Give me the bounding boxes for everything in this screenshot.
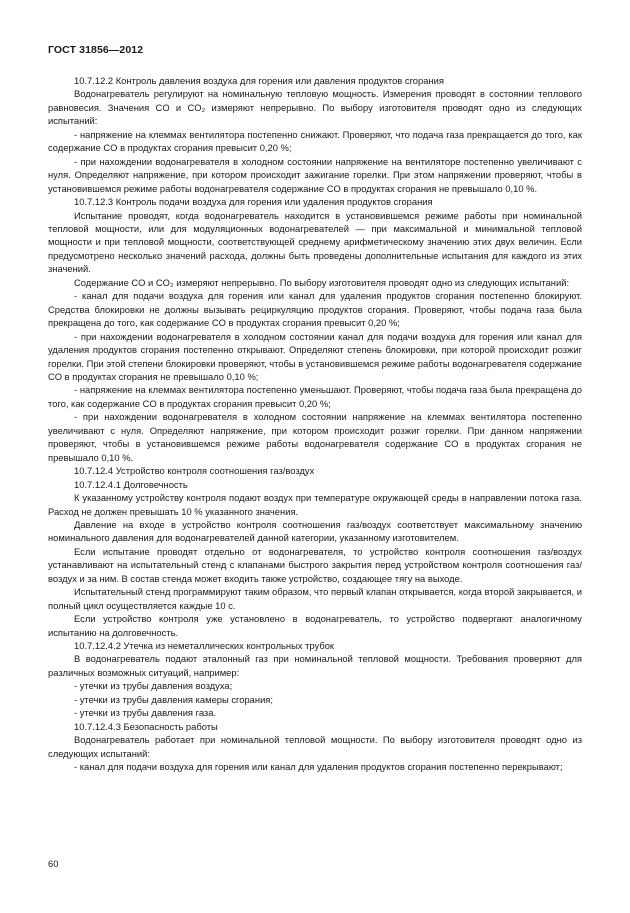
paragraph: В водонагреватель подают эталонный газ при номинальной тепловой мощности. Требования проверяют для различных возможных ситуаций, например: [48, 653, 582, 678]
list-item: - утечки из трубы давления газа. [74, 707, 217, 719]
section-heading: 10.7.12.4.2 Утечка из неметаллических контрольных трубок [74, 640, 335, 652]
section-heading: 10.7.12.2 Контроль давления воздуха для горения или давления продуктов сгорания [74, 75, 444, 86]
paragraph: Давление на входе в устройство контроля соотношения газ/воздух соответствует максимальному значению номинального давления для водонагревателей данной категории, указанному изготовителем. [48, 518, 582, 544]
paragraph: Водонагреватель регулируют на номинальную тепловую мощность. Измерения проводят в состоянии теплового равновесия. Значения CO и CO₂ измеряют непрерывно. По выбору изготовителя проводят одно из следующих испытаний: [48, 88, 582, 127]
section-heading: 10.7.12.3 Контроль подачи воздуха для горения или удаления продуктов сгорания [74, 196, 433, 208]
list-item: - напряжение на клеммах вентилятора постепенно уменьшают. Проверяют, чтобы подача газа была прекращена до того, как содержание CO в продуктах сгорания превысит 0,20 %; [48, 384, 582, 409]
list-item: - канал для подачи воздуха для горения или канал для удаления продуктов сгорания постепенно блокируют. Средства блокировки не должны вызывать рециркуляцию продуктов сгорания. Проверяют, чтобы подача газа была прекращена до того, как содержание CO в продуктах сгорания превысит 0,20 %; [48, 290, 582, 329]
list-item: - при нахождении водонагревателя в холодном состоянии канал для подачи воздуха для горения или канал для удаления продуктов сгорания постепенно открывают. Определяют степень блокировки, при которой происходит розжиг горелки. При этой степени блокировки проверяют, чтобы в установившемся режиме работы водонагревателя содержание CO в продуктах сгорания не превышало 0,10 %; [48, 330, 582, 382]
list-item: - при нахождении водонагревателя в холодном состоянии напряжение на вентиляторе постепенно увеличивают с нуля. Определяют напряжение, при котором происходит зажигание горелки. При этом напряжении проверяют, чтобы в установившемся режиме работы водонагревателя содержание CO в продуктах сгорания не превышало 0,10 %. [48, 155, 582, 194]
document-body [48, 74, 582, 774]
page-number: 60 [48, 858, 59, 869]
paragraph: Если устройство контроля уже установлено в водонагреватель, то устройство подвергают аналогичному испытанию на долговечность. [48, 613, 582, 638]
paragraph: Водонагреватель работает при номинальной тепловой мощности. По выбору изготовителя проводят одно из следующих испытаний: [48, 734, 582, 759]
list-item: - при нахождении водонагревателя в холодном состоянии напряжение на клеммах вентилятора постепенно увеличивают с нуля. Определяют напряжение, при котором происходит розжиг горелки. При данном напряжении проверяют, чтобы в установившемся режиме работы водонагревателя содержание CO в продуктах сгорания не превышало 0,10 %. [48, 411, 582, 463]
paragraph: Испытание проводят, когда водонагреватель находится в установившемся режиме работы при номинальной тепловой мощности, или для модуляционных водонагревателей — при максимальной и минимальной тепловой мощности и при тепловой мощности, соответствующей среднему арифметическому значению этих двух величин. Если предусмотрено несколько значений расхода, должны быть проведены дополнительные испытания для каждого из этих значений. [48, 209, 582, 275]
paragraph: Если испытание проводят отдельно от водонагревателя, то устройство контроля соотношения газ/воздух устанавливают на испытательный стенд с клапанами быстрого закрытия перед устройством контроля соотношения газ/воздух и за ним. В состав стенда может входить также устройство, создающее тягу на выходе. [48, 545, 582, 584]
section-heading: 10.7.12.4 Устройство контроля соотношения газ/воздух [74, 465, 315, 477]
list-item: - канал для подачи воздуха для горения или канал для удаления продуктов сгорания постепенно перекрывают; [74, 761, 563, 773]
section-heading: 10.7.12.4.3 Безопасность работы [74, 720, 218, 732]
list-item: - утечки из трубы давления воздуха; [74, 680, 233, 692]
document-header: ГОСТ 31856—2012 [48, 44, 144, 56]
paragraph: Испытательный стенд программируют таким образом, что первый клапан открывается, когда второй закрывается, и полный цикл осуществляется каждые 10 с. [48, 586, 582, 611]
paragraph: Содержание CO и CO₂ измеряют непрерывно. По выбору изготовителя проводят одно из следующих испытаний: [74, 276, 570, 288]
list-item: - напряжение на клеммах вентилятора постепенно снижают. Проверяют, что подача газа прекращается до того, как содержание CO в продуктах сгорания превысит 0,20 %; [48, 128, 582, 154]
paragraph: К указанному устройству контроля подают воздух при температуре окружающей среды в направлении потока газа. Расход не должен превышать 10 % указанного значения. [48, 492, 582, 517]
section-heading: 10.7.12.4.1 Долговечность [74, 478, 188, 490]
list-item: - утечки из трубы давления камеры сгорания; [74, 693, 273, 705]
